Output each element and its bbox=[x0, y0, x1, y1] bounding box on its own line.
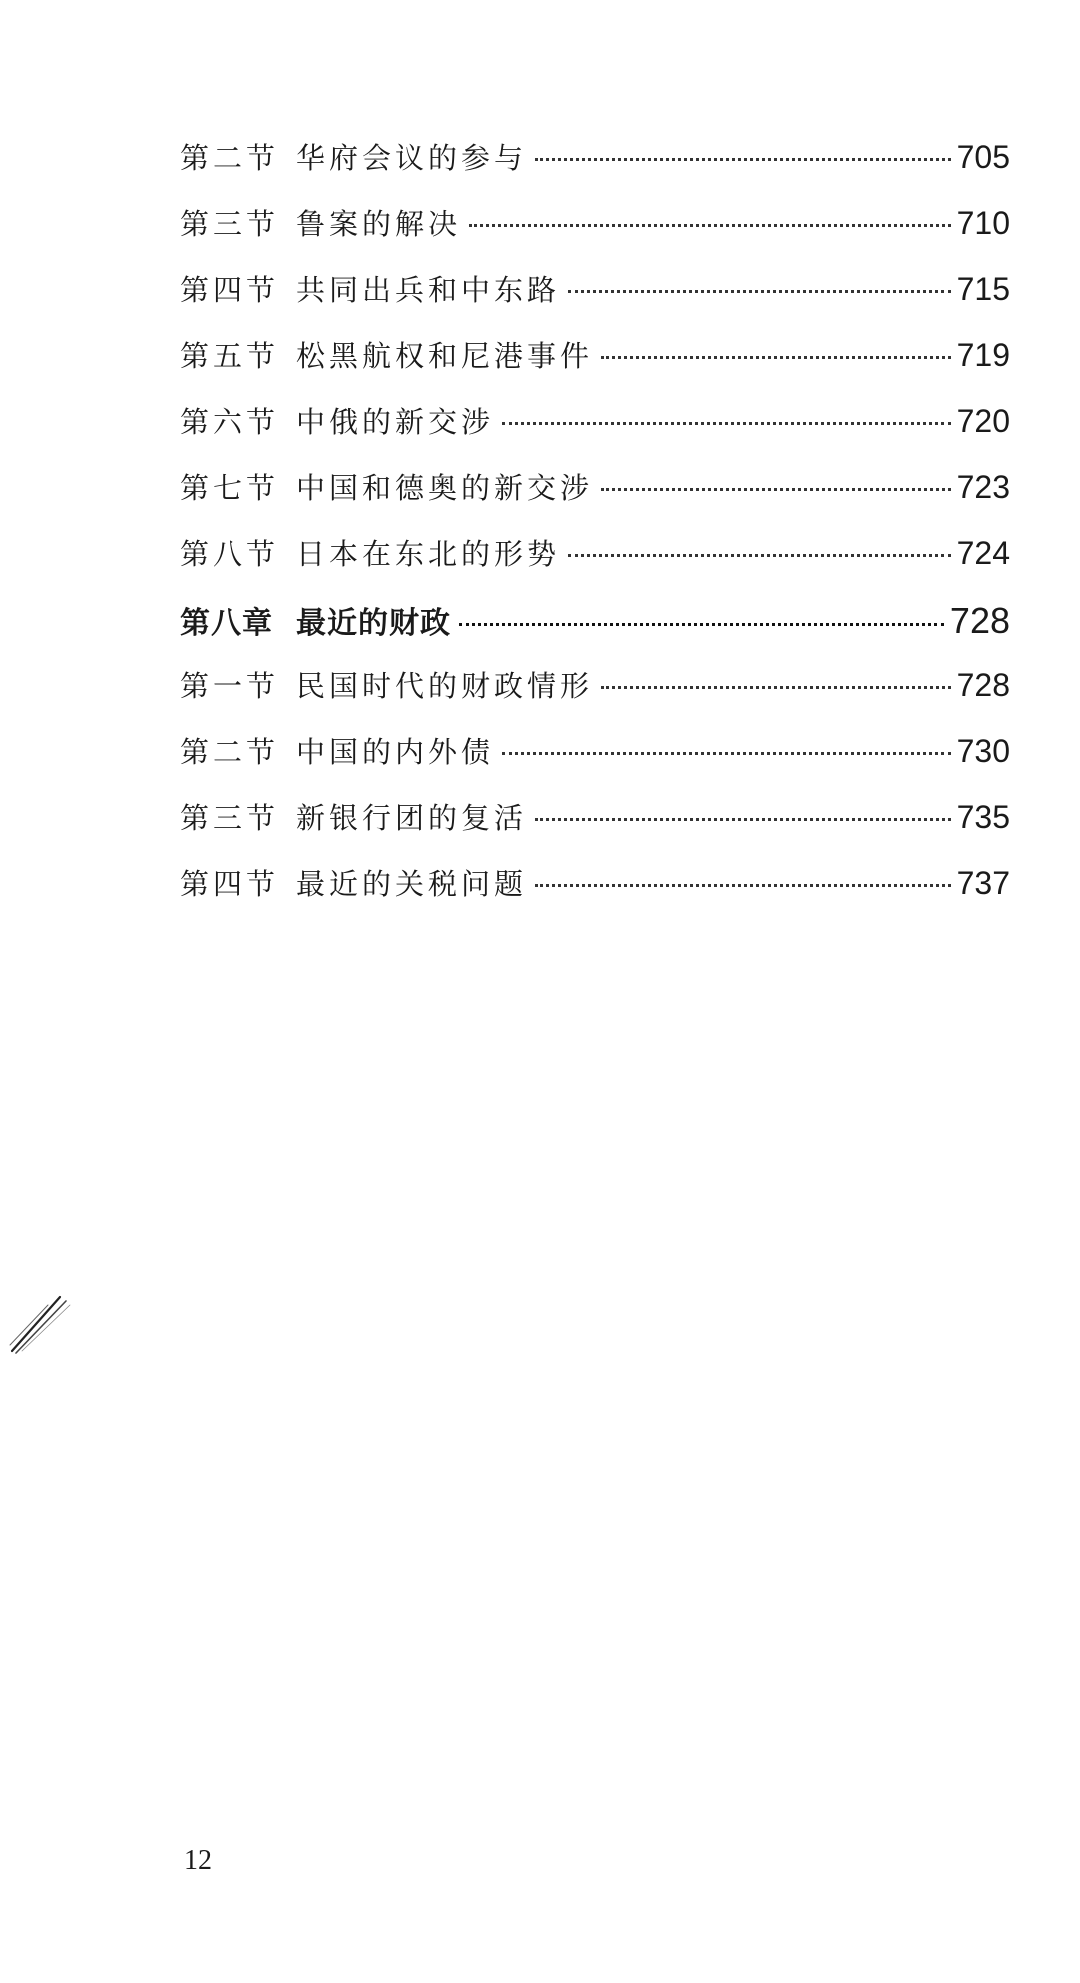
page-number: 12 bbox=[184, 1845, 212, 1876]
toc-entry-chapter bbox=[180, 598, 1010, 664]
dot-leader bbox=[535, 884, 951, 887]
page-reference: 724 bbox=[956, 535, 1010, 571]
toc-entry-section bbox=[180, 202, 1010, 268]
toc-entry-section bbox=[180, 532, 1010, 598]
dot-leader bbox=[459, 623, 944, 626]
toc-entry-section bbox=[180, 268, 1010, 334]
section-title: 鲁案的解决 bbox=[296, 207, 462, 241]
page-reference: 710 bbox=[956, 205, 1010, 241]
toc-entry-section bbox=[180, 730, 1010, 796]
toc-entry-section bbox=[180, 334, 1010, 400]
section-title: 民国时代的财政情形 bbox=[296, 669, 594, 703]
scan-scratch-mark bbox=[8, 1275, 78, 1355]
section-number: 第二节 bbox=[180, 141, 280, 175]
page-reference: 737 bbox=[956, 865, 1010, 901]
section-title: 松黑航权和尼港事件 bbox=[296, 339, 594, 373]
dot-leader bbox=[502, 752, 951, 755]
toc-entry-section bbox=[180, 400, 1010, 466]
section-title: 中国的内外债 bbox=[296, 735, 495, 769]
dot-leader bbox=[601, 356, 951, 359]
page-reference: 735 bbox=[956, 799, 1010, 835]
toc-entry-section bbox=[180, 664, 1010, 730]
section-number: 第五节 bbox=[180, 339, 280, 373]
page-reference: 728 bbox=[956, 667, 1010, 703]
page-reference: 730 bbox=[956, 733, 1010, 769]
dot-leader bbox=[535, 818, 951, 821]
toc-entry-section bbox=[180, 796, 1010, 862]
section-title: 华府会议的参与 bbox=[296, 141, 528, 175]
section-number: 第四节 bbox=[180, 867, 280, 901]
page-reference: 719 bbox=[956, 337, 1010, 373]
section-number: 第二节 bbox=[180, 735, 280, 769]
page-reference: 728 bbox=[949, 600, 1010, 641]
page-reference: 715 bbox=[956, 271, 1010, 307]
section-title: 新银行团的复活 bbox=[296, 801, 528, 835]
toc-entry-section bbox=[180, 136, 1010, 202]
page-reference: 705 bbox=[956, 139, 1010, 175]
chapter-title: 最近的财政 bbox=[296, 606, 451, 641]
section-title: 日本在东北的形势 bbox=[296, 537, 561, 571]
section-number: 第三节 bbox=[180, 801, 280, 835]
toc-entry-section bbox=[180, 466, 1010, 532]
toc-entry-section bbox=[180, 862, 1010, 928]
section-title: 共同出兵和中东路 bbox=[296, 273, 561, 307]
section-number: 第一节 bbox=[180, 669, 280, 703]
table-of-contents bbox=[180, 136, 1010, 928]
dot-leader bbox=[568, 290, 951, 293]
dot-leader bbox=[535, 158, 951, 161]
section-number: 第八节 bbox=[180, 537, 280, 571]
section-number: 第四节 bbox=[180, 273, 280, 307]
dot-leader bbox=[502, 422, 951, 425]
page-reference: 720 bbox=[956, 403, 1010, 439]
section-title: 中俄的新交涉 bbox=[296, 405, 495, 439]
page-reference: 723 bbox=[956, 469, 1010, 505]
section-number: 第六节 bbox=[180, 405, 280, 439]
dot-leader bbox=[469, 224, 951, 227]
section-title: 中国和德奥的新交涉 bbox=[296, 471, 594, 505]
section-number: 第三节 bbox=[180, 207, 280, 241]
section-title: 最近的关税问题 bbox=[296, 867, 528, 901]
chapter-number: 第八章 bbox=[180, 606, 273, 641]
section-number: 第七节 bbox=[180, 471, 280, 505]
dot-leader bbox=[601, 488, 951, 491]
dot-leader bbox=[601, 686, 951, 689]
dot-leader bbox=[568, 554, 951, 557]
